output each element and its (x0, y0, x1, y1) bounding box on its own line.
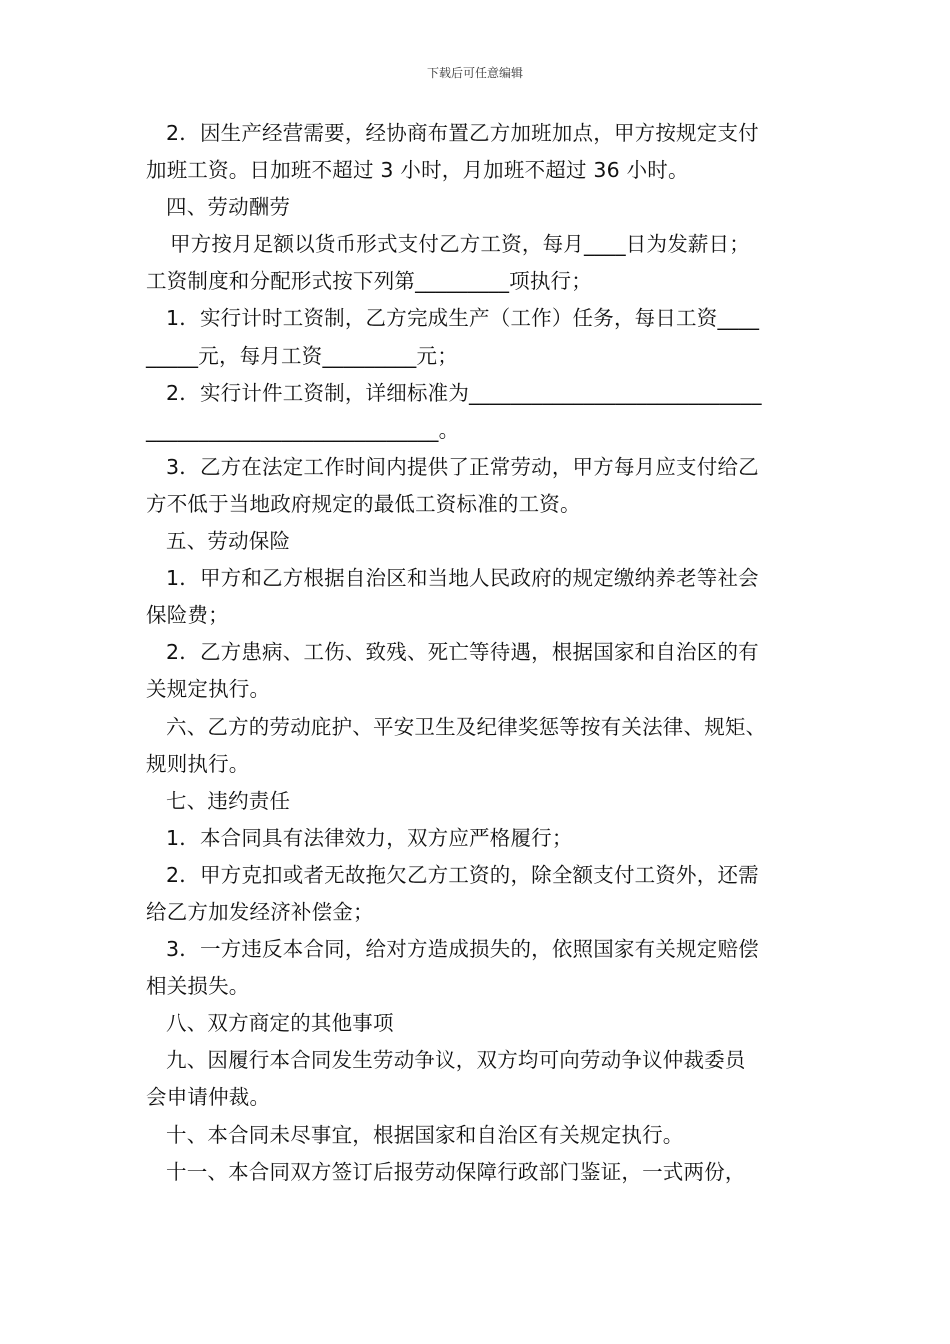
text-line: 方不低于当地政府规定的最低工资标准的工资。 (146, 491, 581, 516)
text-line: 3．乙方在法定工作时间内提供了正常劳动，甲方每月应支付给乙 (166, 454, 759, 479)
text-line: 相关损失。 (146, 974, 250, 999)
text-line: 甲方按月足额以货币形式支付乙方工资，每月____日为发薪日； (170, 232, 750, 257)
text-line: 五、劳动保险 (166, 529, 291, 554)
text-line: 规则执行。 (146, 751, 250, 776)
text-line: 八、双方商定的其他事项 (166, 1011, 394, 1036)
text-line: ____________________________。 (146, 417, 460, 442)
page-header: 下载后可任意编辑 (426, 66, 523, 80)
text-line: 会申请仲裁。 (146, 1085, 271, 1110)
contract-body (146, 115, 816, 1191)
text-line: 给乙方加发经济补偿金； (146, 899, 374, 924)
text-line: 2．甲方克扣或者无故拖欠乙方工资的，除全额支付工资外，还需 (166, 862, 759, 887)
text-line: 六、乙方的劳动庇护、平安卫生及纪律奖惩等按有关法律、规矩、 (166, 714, 767, 739)
text-line: 十、本合同未尽事宜，根据国家和自治区有关规定执行。 (166, 1122, 684, 1147)
text-line: 3．一方违反本合同，给对方造成损失的，依照国家有关规定赔偿 (166, 937, 759, 962)
text-line: 十一、本合同双方签订后报劳动保障行政部门鉴证，一式两份， (166, 1159, 746, 1184)
text-line: 保险费； (146, 603, 229, 628)
text-line: 1．本合同具有法律效力，双方应严格履行； (166, 825, 573, 850)
text-line: 1．实行计时工资制，乙方完成生产（工作）任务，每日工资____ (166, 306, 760, 331)
text-line: 九、因履行本合同发生劳动争议，双方均可向劳动争议仲裁委员 (166, 1048, 746, 1073)
text-line: 2．因生产经营需要，经协商布置乙方加班加点，甲方按规定支付 (166, 121, 759, 145)
text-line: 工资制度和分配形式按下列第_________项执行； (146, 269, 592, 294)
text-line: 加班工资。日加班不超过 3 小时，月加班不超过 36 小时。 (146, 158, 689, 183)
text-line: _____元，每月工资_________元； (146, 343, 458, 368)
text-line: 关规定执行。 (146, 677, 271, 702)
text-line: 2．乙方患病、工伤、致残、死亡等待遇，根据国家和自治区的有 (166, 640, 759, 665)
text-line: 1．甲方和乙方根据自治区和当地人民政府的规定缴纳养老等社会 (166, 566, 759, 591)
text-line: 七、违约责任 (166, 788, 291, 813)
text-line: 2．实行计件工资制，详细标准为____________________________ (166, 380, 762, 405)
text-line: 四、劳动酬劳 (166, 195, 291, 220)
